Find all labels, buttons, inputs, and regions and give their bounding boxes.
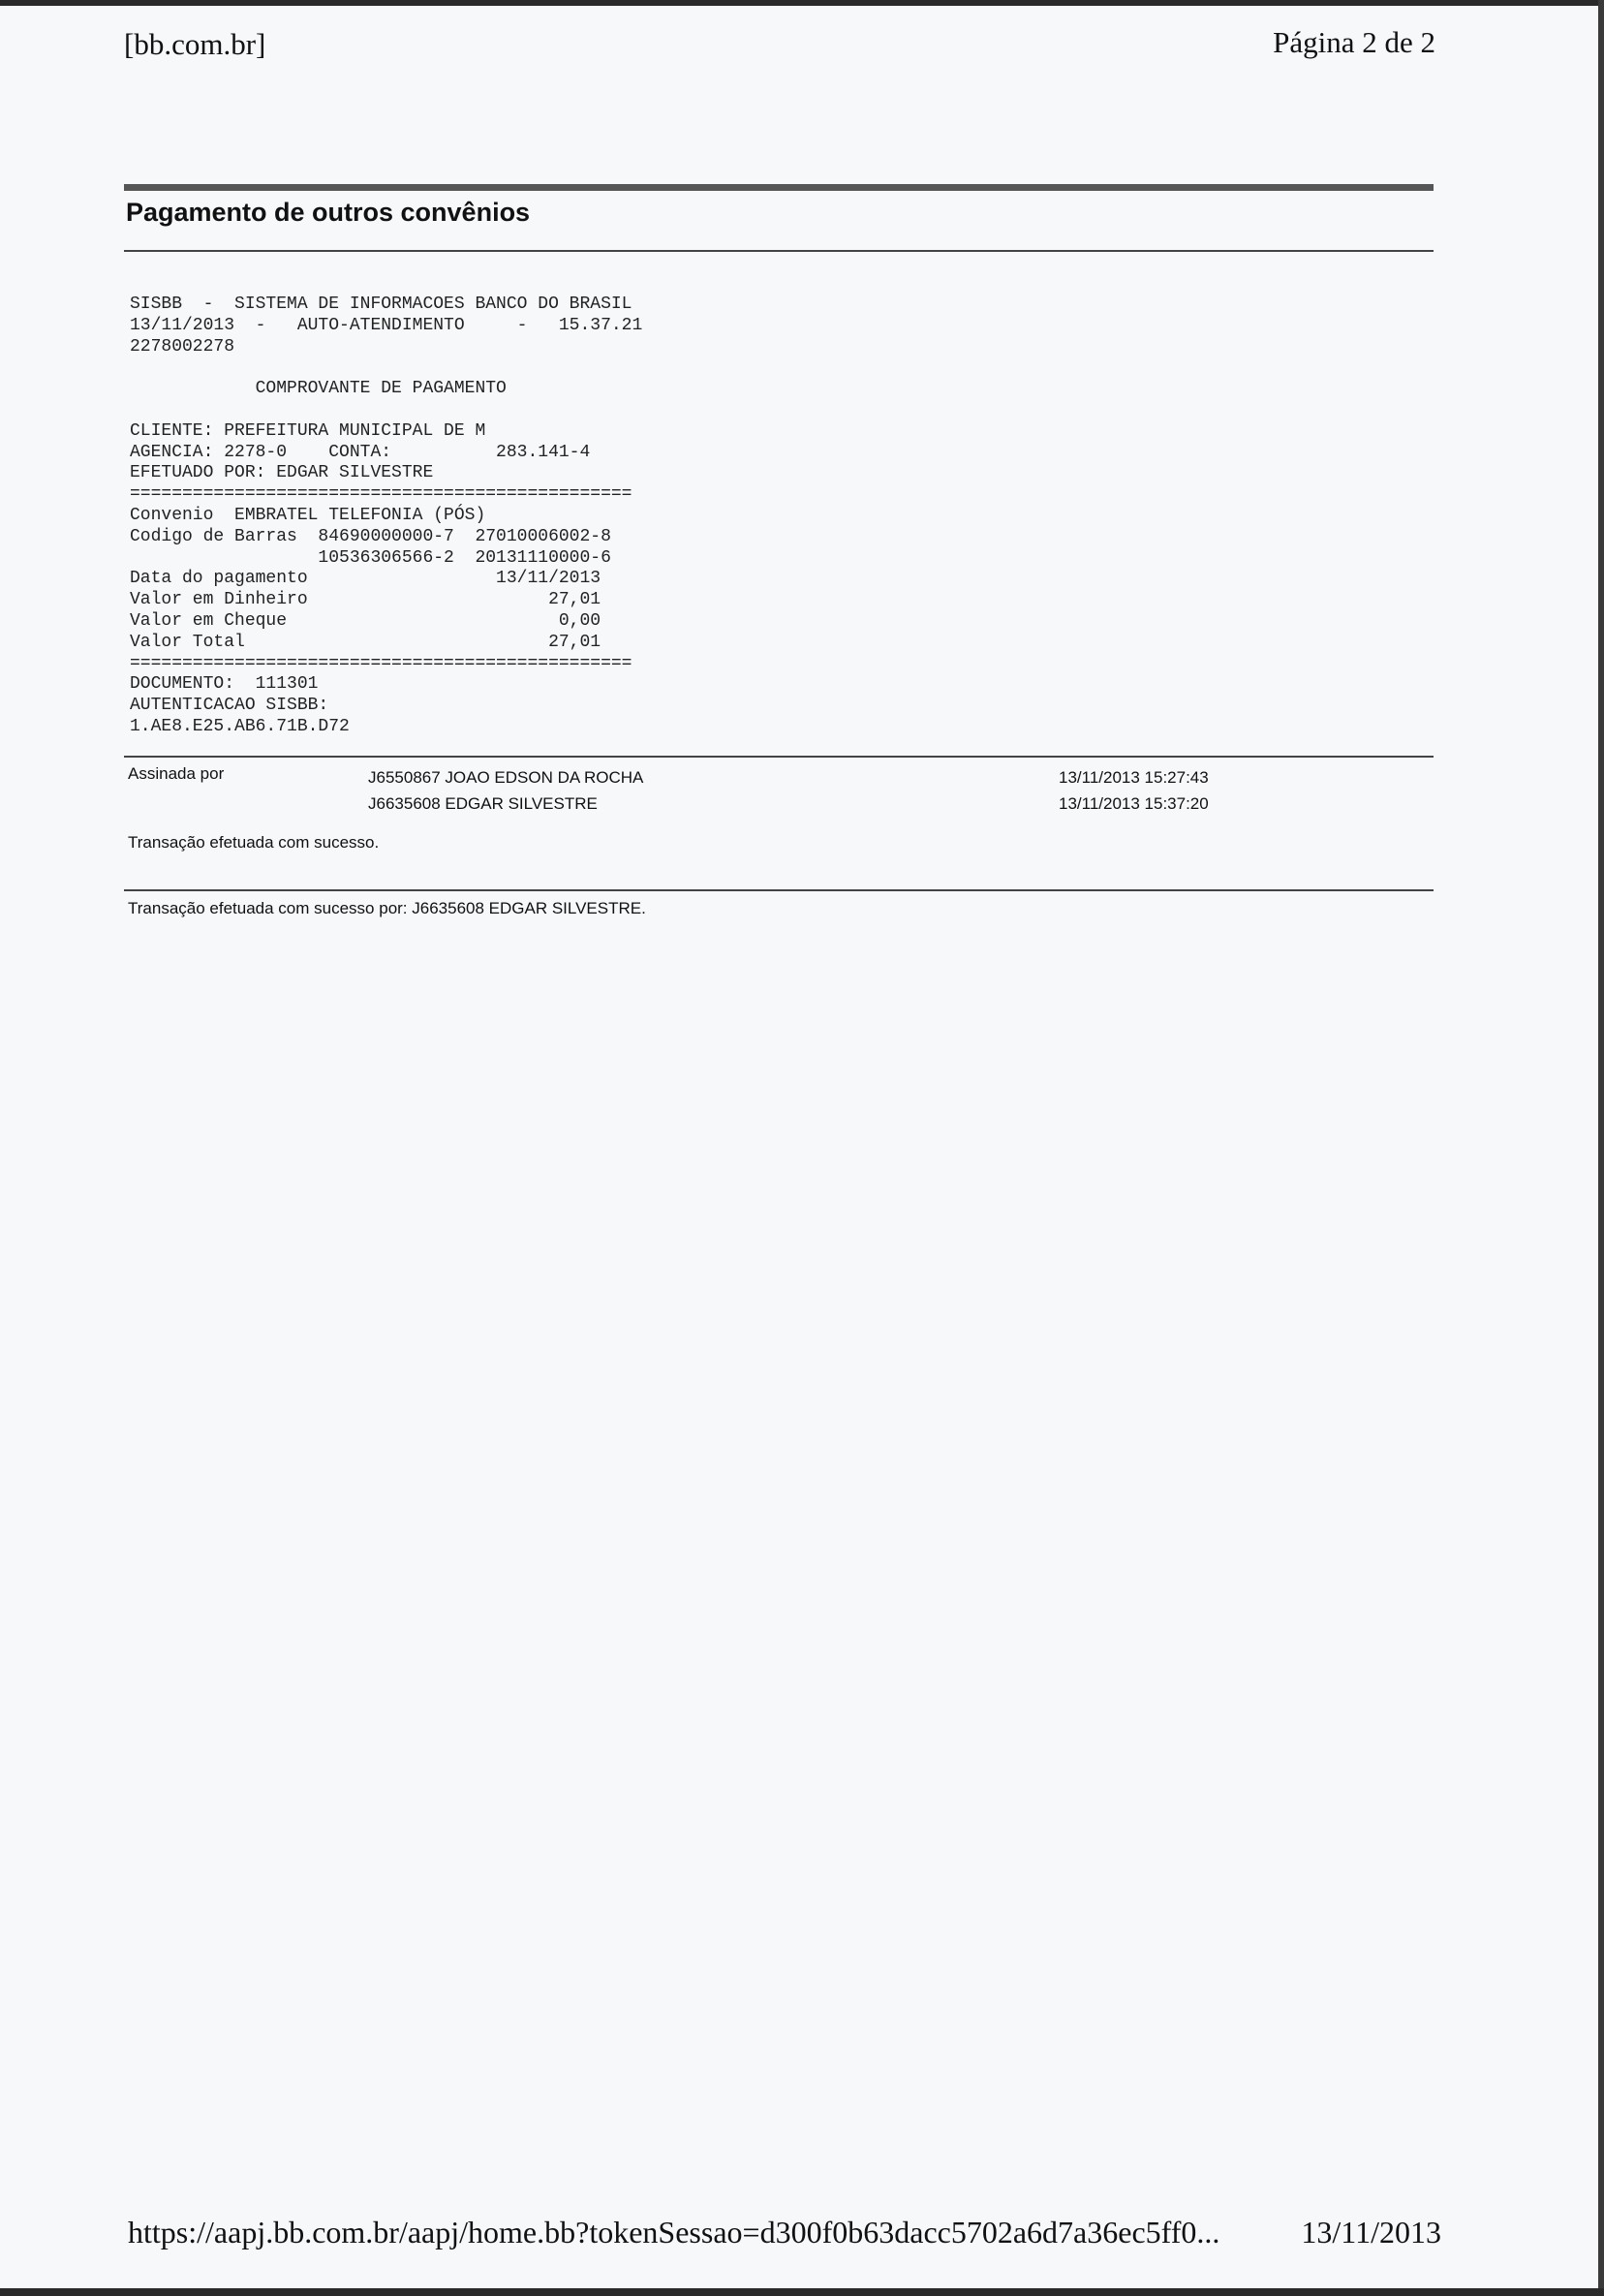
signed-by-label: Assinada por: [128, 764, 225, 783]
footer-url: https://aapj.bb.com.br/aapj/home.bb?tokenSessao=d300f0b63dacc5702a6d7a36ec5ff0...: [128, 2215, 1220, 2249]
title-bar: [124, 184, 1434, 191]
footer-date: 13/11/2013: [1301, 2215, 1441, 2249]
receipt-line: ================================================: [130, 484, 632, 505]
receipt-line: DOCUMENTO: 111301: [130, 674, 319, 695]
receipt-line: SISBB - SISTEMA DE INFORMACOES BANCO DO BRASIL: [130, 295, 632, 314]
receipt-line: CLIENTE: PREFEITURA MUNICIPAL DE M: [130, 420, 486, 441]
page-title: Pagamento de outros convênios: [126, 198, 531, 227]
receipt-line: Valor em Dinheiro 27,01: [130, 590, 602, 610]
receipt-line: Codigo de Barras 84690000000-7 27010006002-8: [130, 526, 611, 546]
signer-name: J6550867 JOAO EDSON DA ROCHA: [368, 768, 644, 787]
scan-border-right: [1598, 0, 1604, 2296]
signature-datetime: 13/11/2013 15:37:20: [1059, 794, 1209, 813]
signer-list: [368, 764, 643, 817]
scan-border-bottom: [0, 2288, 1604, 2296]
header-source: [bb.com.br]: [124, 27, 266, 61]
receipt-line: Data do pagamento 13/11/2013: [130, 569, 602, 589]
header-page-number: Página 2 de 2: [1273, 25, 1435, 59]
receipt-line: 10536306566-2 20131110000-6: [130, 547, 611, 568]
receipt-line: 2278002278: [130, 336, 235, 357]
receipt-line: 1.AE8.E25.AB6.71B.D72: [130, 716, 350, 736]
transaction-status-by: Transação efetuada com sucesso por: J6635608 EDGAR SILVESTRE.: [128, 899, 646, 917]
receipt-line: EFETUADO POR: EDGAR SILVESTRE: [130, 463, 434, 483]
receipt-line: Valor Total 27,01: [130, 632, 602, 652]
receipt-line: 13/11/2013 - AUTO-ATENDIMENTO - 15.37.21: [130, 315, 643, 335]
receipt-line: ================================================: [130, 653, 632, 673]
receipt-line: COMPROVANTE DE PAGAMENTO: [130, 379, 507, 399]
receipt-line: Convenio EMBRATEL TELEFONIA (PÓS): [130, 505, 486, 525]
receipt-line: Valor em Cheque 0,00: [130, 610, 602, 631]
status-divider: [124, 889, 1434, 891]
title-divider: [124, 250, 1434, 252]
signature-datetime: 13/11/2013 15:27:43: [1059, 768, 1209, 787]
receipt-line: AUTENTICACAO SISBB:: [130, 696, 329, 716]
receipt-line: [130, 400, 642, 421]
transaction-status: Transação efetuada com sucesso.: [128, 833, 380, 852]
signer-name: J6635608 EDGAR SILVESTRE: [368, 794, 598, 813]
receipt-line: AGENCIA: 2278-0 CONTA: 283.141-4: [130, 442, 591, 462]
payment-receipt: [130, 295, 642, 738]
scan-border-top: [0, 0, 1604, 6]
signature-time-list: [1059, 764, 1209, 817]
receipt-line: [130, 357, 642, 379]
signature-divider: [124, 756, 1434, 758]
